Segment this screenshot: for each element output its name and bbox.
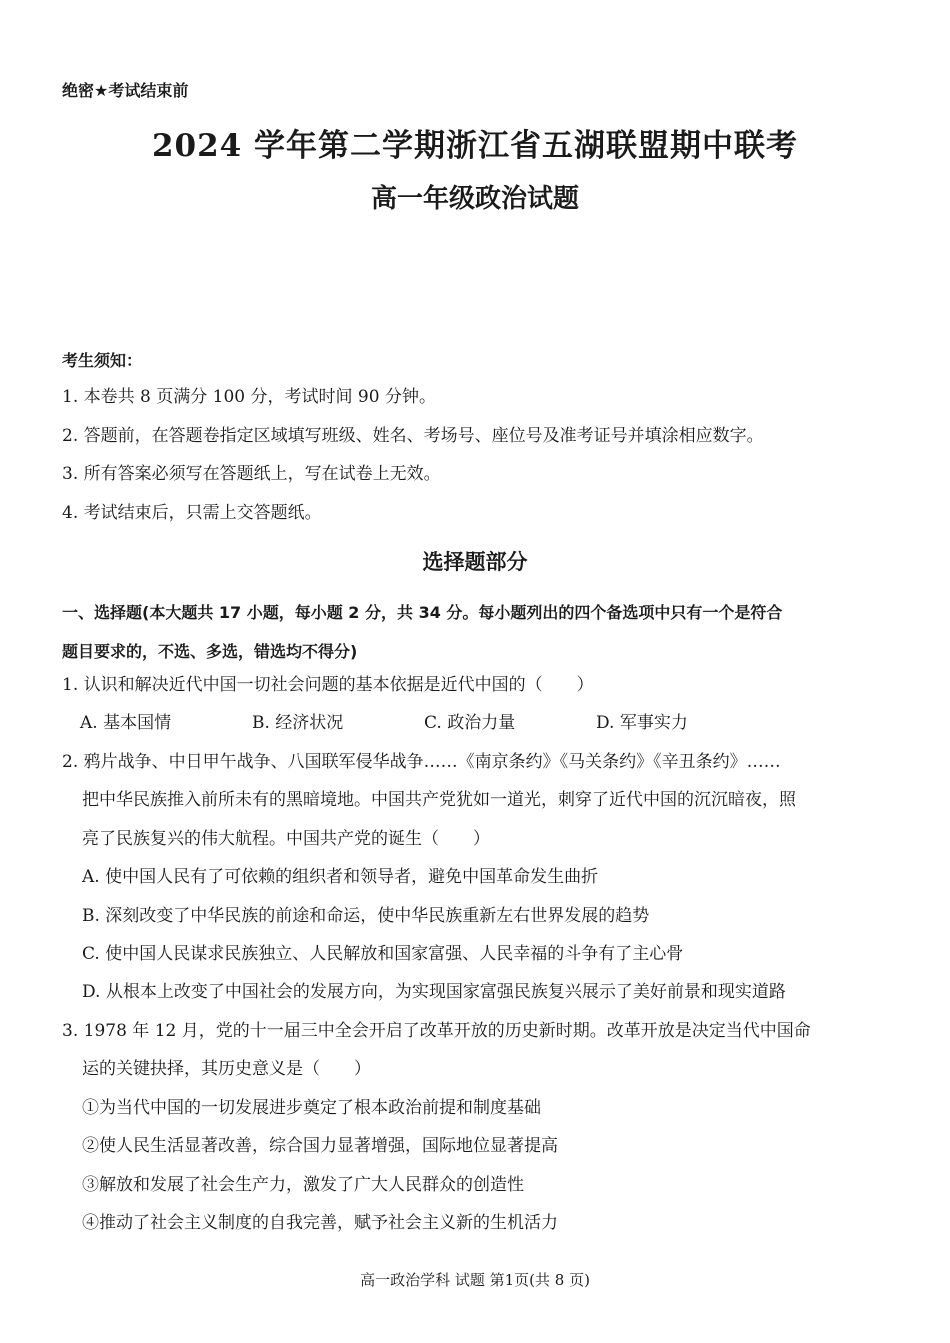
option-b: B. 深刻改变了中华民族的前途和命运，使中华民族重新左右世界发展的趋势 [82,905,650,926]
page-footer: 高一政治学科 试题 第1页(共 8 页) [360,1271,590,1289]
section-instructions [62,594,892,671]
question-1 [62,672,902,749]
notice-item: 3. 所有答案必须写在答题纸上，写在试卷上无效。 [62,464,441,485]
option-c: C. 使中国人民谋求民族独立、人民解放和国家富强、人民幸福的斗争有了主心骨 [82,943,684,964]
option-a: A. 使中国人民有了可依赖的组织者和领导者，避免中国革命发生曲折 [82,867,599,888]
question-options [62,710,902,748]
notice-item: 4. 考试结束后，只需上交答题纸。 [62,502,322,523]
statement-4: ④推动了社会主义制度的自我完善，赋予社会主义新的生机活力 [82,1212,558,1233]
question-stem: 1. 认识和解决近代中国一切社会问题的基本依据是近代中国的（ ） [62,675,594,695]
secret-label: 绝密★考试结束前 [62,81,189,100]
question-stem-line: 3. 1978 年 12 月，党的十一届三中全会开启了改革开放的历史新时期。改革开放是决定当代中国命 [62,1021,811,1041]
statement-3: ③解放和发展了社会生产力，激发了广大人民群众的创造性 [82,1174,524,1195]
exam-title: 2024 学年第二学期浙江省五湖联盟期中联考 [151,128,799,164]
question-stem-line: 2. 鸦片战争、中日甲午战争、八国联军侵华战争……《南京条约》《马关条约》《辛丑条约》…… [62,752,781,772]
statement-1: ①为当代中国的一切发展进步奠定了根本政治前提和制度基础 [82,1097,541,1118]
option-d: D. 从根本上改变了中国社会的发展方向，为实现国家富强民族复兴展示了美好前景和现实道路 [82,982,786,1003]
question-stem-line: 把中华民族推入前所未有的黑暗境地。中国共产党犹如一道光，刺穿了近代中国的沉沉暗夜，照 [82,790,796,811]
question-stem-line: 亮了民族复兴的伟大航程。中国共产党的诞生（ ） [82,828,490,849]
option-d: D. 军事实力 [596,713,688,734]
instruction-line: 题目要求的，不选、多选，错选均不得分) [62,641,358,661]
notice-list [62,384,892,538]
option-b: B. 经济状况 [252,713,344,734]
question-stem-line: 运的关键抉择，其历史意义是（ ） [82,1059,371,1080]
option-a: A. 基本国情 [80,713,172,734]
question-3 [62,1018,902,1248]
question-2 [62,749,902,1018]
option-c: C. 政治力量 [424,713,516,734]
statement-2: ②使人民生活显著改善，综合国力显著增强，国际地位显著提高 [82,1136,558,1157]
notice-item: 1. 本卷共 8 页满分 100 分，考试时间 90 分钟。 [62,387,436,407]
notice-item: 2. 答题前，在答题卷指定区域填写班级、姓名、考场号、座位号及准考证号并填涂相应数字。 [62,425,764,446]
notice-heading: 考生须知： [62,351,143,370]
section-title: 选择题部分 [422,549,528,574]
instruction-line: 一、选择题(本大题共 17 小题，每小题 2 分，共 34 分。每小题列出的四个备选项中只有一个是符合 [62,603,783,622]
exam-subtitle: 高一年级政治试题 [370,184,579,214]
